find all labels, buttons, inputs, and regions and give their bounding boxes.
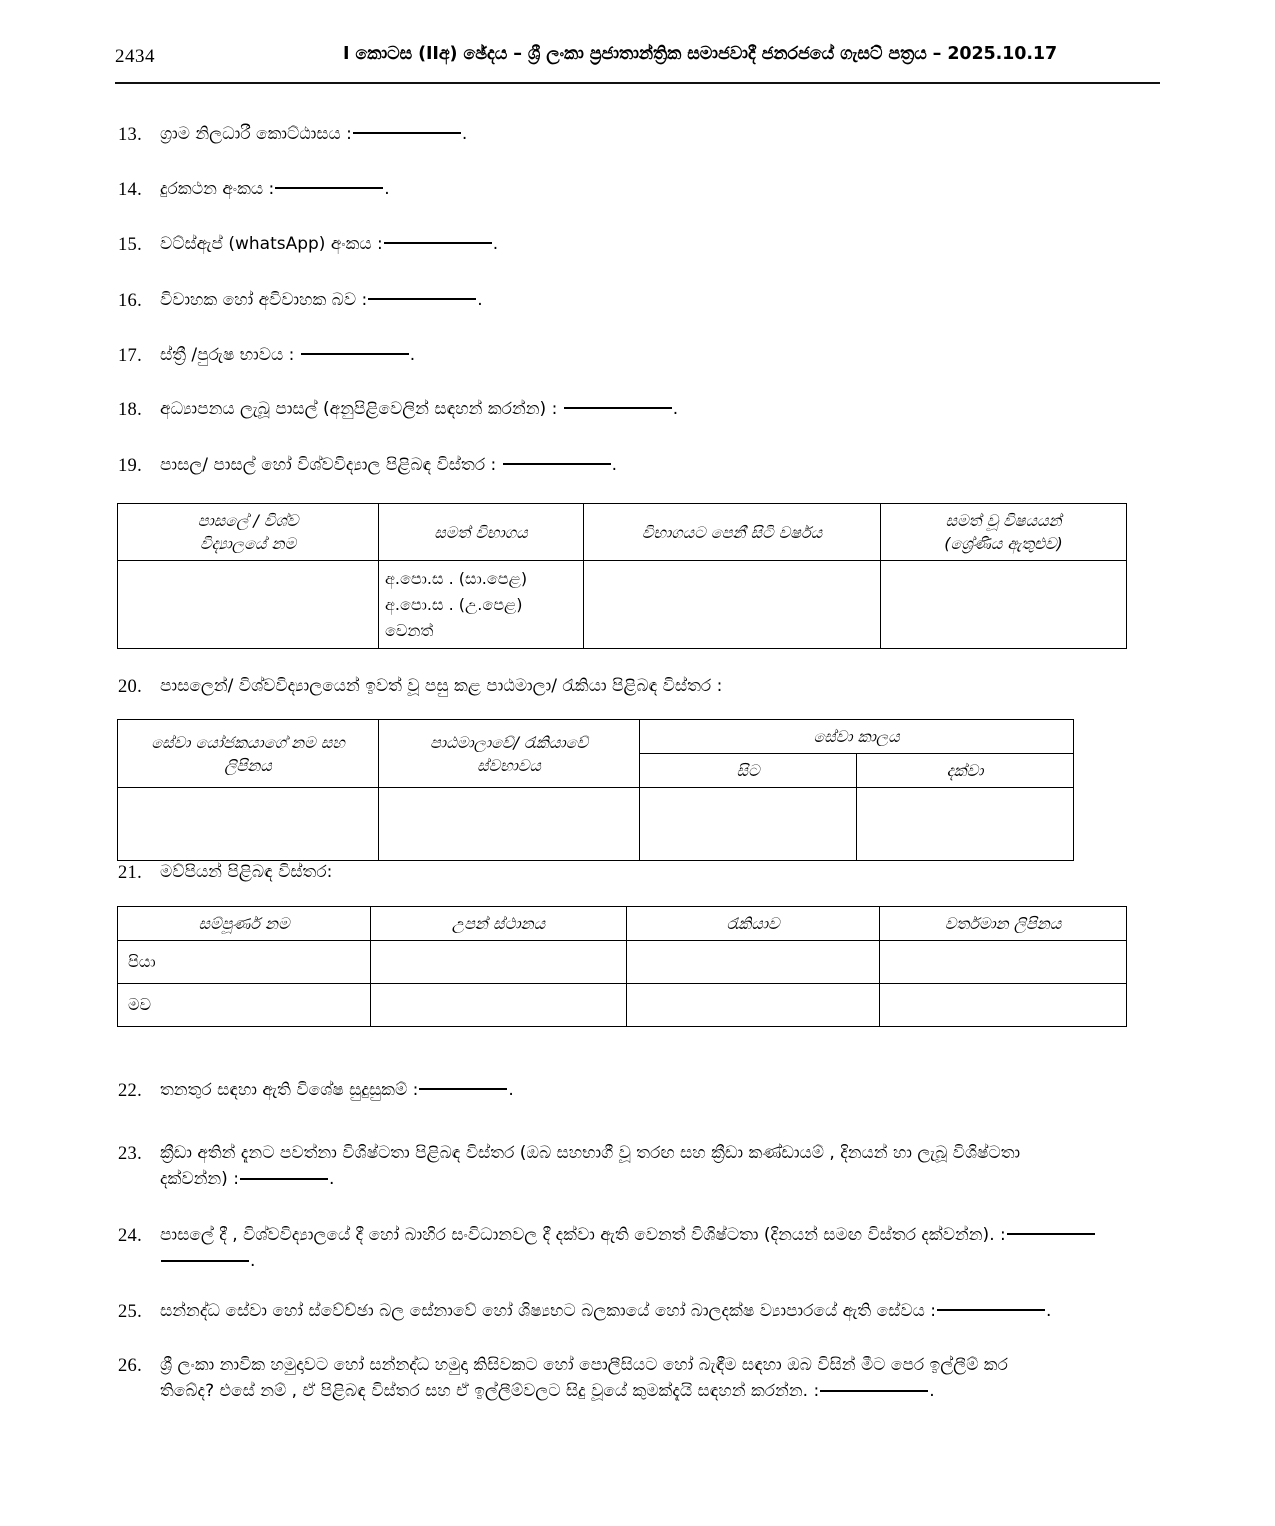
- career-col-employer-line2: ලිපිනය: [224, 755, 272, 775]
- parents-col-occupation: රැකියාව: [627, 907, 880, 941]
- parents-row-label-father: පියා: [118, 941, 371, 984]
- question-18-blank[interactable]: [564, 407, 672, 409]
- question-18-text: [160, 396, 678, 422]
- question-21: [118, 859, 332, 888]
- career-cell-employer[interactable]: [118, 788, 379, 861]
- question-23-text: [160, 1140, 1020, 1193]
- parents-cell-father-occupation[interactable]: [627, 941, 880, 984]
- exam-option-other: වෙනත්: [385, 620, 434, 640]
- question-19: [118, 452, 617, 481]
- career-col-service-period: සේවා කාලය: [640, 720, 1074, 754]
- question-18-number: 18.: [118, 400, 143, 420]
- question-18-label: අධ්‍යාපනය ලැබූ පාසල් (අනුපිළිවෙලින් සඳහන් කරන්න) :: [160, 399, 563, 419]
- question-15: [118, 231, 498, 260]
- question-26-blank[interactable]: [820, 1390, 928, 1392]
- education-cell-subjects[interactable]: [881, 561, 1127, 649]
- career-cell-nature[interactable]: [379, 788, 640, 861]
- question-22-period: .: [508, 1080, 514, 1100]
- question-16-text: [160, 287, 483, 313]
- question-19-period: .: [611, 455, 618, 475]
- education-cell-year[interactable]: [584, 561, 881, 649]
- question-19-number: 19.: [118, 456, 143, 476]
- question-14-period: .: [384, 179, 390, 199]
- question-13-period: .: [461, 124, 468, 144]
- exam-option-ol: අ.පො.ස . (සා.පෙළ): [385, 569, 528, 589]
- career-table-header-row-1: [118, 720, 1074, 754]
- education-cell-exam-options[interactable]: [379, 561, 584, 649]
- education-table-header-row: [118, 504, 1127, 561]
- question-22-label: තනතුර සඳහා ඇති විශේෂ සුදුසුකම් :: [160, 1080, 419, 1100]
- question-23-number: 23.: [118, 1144, 143, 1164]
- question-17-number: 17.: [118, 346, 143, 366]
- career-col-employer: [118, 720, 379, 788]
- parents-col-birthplace: උපන් ස්ථානය: [371, 907, 627, 941]
- parents-table: [117, 906, 1127, 1027]
- question-13-blank[interactable]: [353, 132, 461, 134]
- question-17-label: ස්ත්‍රී /පුරුෂ භාවය :: [160, 345, 300, 365]
- question-19-label: පාසල/ පාසල් හෝ විශ්වවිද්‍යාල පිළිබඳ විස්තර :: [160, 455, 502, 475]
- header-divider: [115, 82, 1160, 84]
- question-22-text: [160, 1077, 514, 1103]
- question-25-text: [160, 1298, 1051, 1324]
- question-24-number: 24.: [118, 1226, 143, 1246]
- parents-col-address: වර්තමාන ලිපිනය: [880, 907, 1127, 941]
- education-table-row: [118, 561, 1127, 649]
- question-25-period: .: [1045, 1301, 1052, 1321]
- question-15-blank[interactable]: [384, 242, 492, 244]
- education-col-school-line2: විද්‍යාලයේ නම: [199, 534, 296, 554]
- question-26-number: 26.: [118, 1356, 143, 1376]
- education-col-year: විභාගයට පෙනී සිටි වර්ෂය: [584, 504, 881, 561]
- parents-cell-father-address[interactable]: [880, 941, 1127, 984]
- education-col-subjects-line1: සමත් වූ විෂයයන්: [945, 511, 1062, 530]
- page-number: 2434: [115, 46, 155, 67]
- career-table: [117, 719, 1074, 861]
- question-15-label: වට්ස්ඇප් (whatsApp) අංකය :: [160, 234, 383, 254]
- question-15-text: [160, 231, 498, 257]
- career-table-row: [118, 788, 1074, 861]
- question-25-label: සන්නද්ධ සේවා හෝ ස්වේච්ඡා බල සේනාවේ හෝ ශිෂ්‍යභට බලකායේ හෝ බාලදක්ෂ ව්‍යාපාරයේ ඇති සේවය :: [160, 1301, 936, 1321]
- question-23-label-line2: දක්වන්න) :: [160, 1169, 239, 1190]
- question-16-blank[interactable]: [368, 298, 476, 300]
- education-col-subjects: [881, 504, 1127, 561]
- parents-row-label-mother: මව: [118, 984, 371, 1027]
- parents-col-fullname: සම්පූර්ණ නම: [118, 907, 371, 941]
- question-21-label: මව්පියන් පිළිබඳ විස්තර:: [160, 862, 333, 882]
- question-18: [118, 396, 678, 425]
- education-table: [117, 503, 1127, 649]
- question-17-period: .: [409, 345, 416, 365]
- parents-cell-mother-address[interactable]: [880, 984, 1127, 1027]
- question-24-text: [160, 1222, 1096, 1275]
- gazette-title: I කොටස (IIඅ) ඡේදය – ශ්‍රී ලංකා ප්‍රජාතාන්ත්‍රික සමාජවාදී ජනරජයේ ගැසට් පත්‍රය – 2025.10.17: [342, 44, 1058, 64]
- question-16-period: .: [477, 290, 483, 310]
- question-15-period: .: [492, 234, 499, 254]
- question-18-period: .: [672, 399, 679, 419]
- parents-table-header-row: [118, 907, 1127, 941]
- question-19-text: [160, 452, 617, 478]
- question-20: [118, 673, 722, 702]
- education-col-exam: සමත් විභාගය: [379, 504, 584, 561]
- parents-table-row-father: [118, 941, 1127, 984]
- career-col-nature-line1: පාඨමාලාවේ/ රැකියාවේ: [429, 732, 589, 752]
- career-cell-to[interactable]: [857, 788, 1074, 861]
- question-16-label: විවාහක හෝ අවිවාහක බව :: [160, 290, 368, 310]
- question-20-label: පාසලෙන්/ විශ්වවිද්‍යාලයෙන් ඉවත් වූ පසු කළ පාඨමාලා/ රැකියා පිළිබඳ විස්තර :: [160, 676, 723, 696]
- question-24: [118, 1222, 1163, 1275]
- question-22-blank[interactable]: [419, 1088, 507, 1090]
- question-13-label: ග්‍රාම නිලධාරී කොට්ඨාසය :: [160, 124, 352, 144]
- question-16-number: 16.: [118, 291, 143, 311]
- career-cell-from[interactable]: [640, 788, 857, 861]
- career-col-nature: [379, 720, 640, 788]
- question-24-label-line1: පාසලේ දී , විශ්වවිද්‍යාලයේ දී හෝ බාහිර සංවිධානවල දී දක්වා ඇති වෙනත් විශිෂ්ටතා (දිනයන් සමඟ විස්තර දක්වන්න). :: [160, 1225, 1006, 1245]
- education-col-school-line1: පාසලේ / විශ්ව: [197, 511, 299, 530]
- question-26: [118, 1352, 1163, 1405]
- exam-option-al: අ.පො.ස . (උ.පෙළ): [385, 594, 523, 614]
- education-col-school: [118, 504, 379, 561]
- education-cell-school[interactable]: [118, 561, 379, 649]
- question-26-period: .: [929, 1381, 935, 1402]
- question-24-blank-part1[interactable]: [1007, 1233, 1095, 1235]
- parents-cell-mother-occupation[interactable]: [627, 984, 880, 1027]
- question-25: [118, 1298, 1163, 1327]
- question-13-text: [160, 121, 467, 147]
- question-15-number: 15.: [118, 235, 143, 255]
- career-col-nature-line2: ස්වභාවය: [477, 755, 541, 775]
- question-26-label-line1: ශ්‍රී ලංකා නාවික හමුදාවට හෝ සන්නද්ධ හමුදා කිසිවකට හෝ පොලීසියට හෝ බැඳීම සඳහා ඔබ විසින් මීට පෙර ඉල්ලීම් කර: [160, 1355, 1008, 1375]
- page-header: [115, 44, 1160, 78]
- career-col-to: දක්වා: [857, 754, 1074, 788]
- question-20-number: 20.: [118, 677, 143, 697]
- career-col-from: සිට: [640, 754, 857, 788]
- question-14-text: [160, 176, 390, 202]
- question-26-text: [160, 1352, 1008, 1405]
- question-23-period: .: [328, 1169, 335, 1190]
- question-14-label: දුරකථන අංකය :: [160, 179, 275, 199]
- question-13: [118, 121, 467, 150]
- question-24-blank-part2[interactable]: [161, 1260, 249, 1262]
- question-14-number: 14.: [118, 180, 143, 200]
- question-22: [118, 1077, 514, 1106]
- question-17: [118, 342, 415, 371]
- question-14-blank[interactable]: [275, 187, 383, 189]
- question-26-label-line2: තිබේද? එසේ නම් , ඒ පිළිබඳ විස්තර සහ ඒ ඉල්ලීම්වලට සිදු වූයේ කුමක්දැයි සඳහන් කරන්න. :: [160, 1381, 820, 1402]
- question-23: [118, 1140, 1163, 1193]
- question-17-blank[interactable]: [301, 353, 409, 355]
- question-24-period: .: [250, 1251, 256, 1272]
- question-21-number: 21.: [118, 863, 143, 883]
- parents-cell-father-birthplace[interactable]: [371, 941, 627, 984]
- career-col-employer-line1: සේවා යෝජකයාගේ නම සහ: [151, 732, 345, 752]
- parents-cell-mother-birthplace[interactable]: [371, 984, 627, 1027]
- question-22-number: 22.: [118, 1081, 143, 1101]
- question-23-blank[interactable]: [240, 1178, 328, 1180]
- question-25-blank[interactable]: [937, 1309, 1045, 1311]
- question-17-text: [160, 342, 415, 368]
- question-16: [118, 287, 483, 316]
- question-23-label-line1: ක්‍රීඩා අතින් දැනට පවත්නා විශිෂ්ටතා පිළිබඳ විස්තර (ඔබ සහභාගී වූ තරඟ සහ ක්‍රීඩා කණ්ඩායම් , දිනයන් හා ලැබූ විශිෂ්ටතා: [160, 1143, 1021, 1163]
- question-19-blank[interactable]: [503, 463, 611, 465]
- question-14: [118, 176, 390, 205]
- question-13-number: 13.: [118, 125, 143, 145]
- question-25-number: 25.: [118, 1302, 143, 1322]
- parents-table-row-mother: [118, 984, 1127, 1027]
- education-col-subjects-line2: (ශ්‍රේණිය ඇතුළුව): [944, 534, 1063, 554]
